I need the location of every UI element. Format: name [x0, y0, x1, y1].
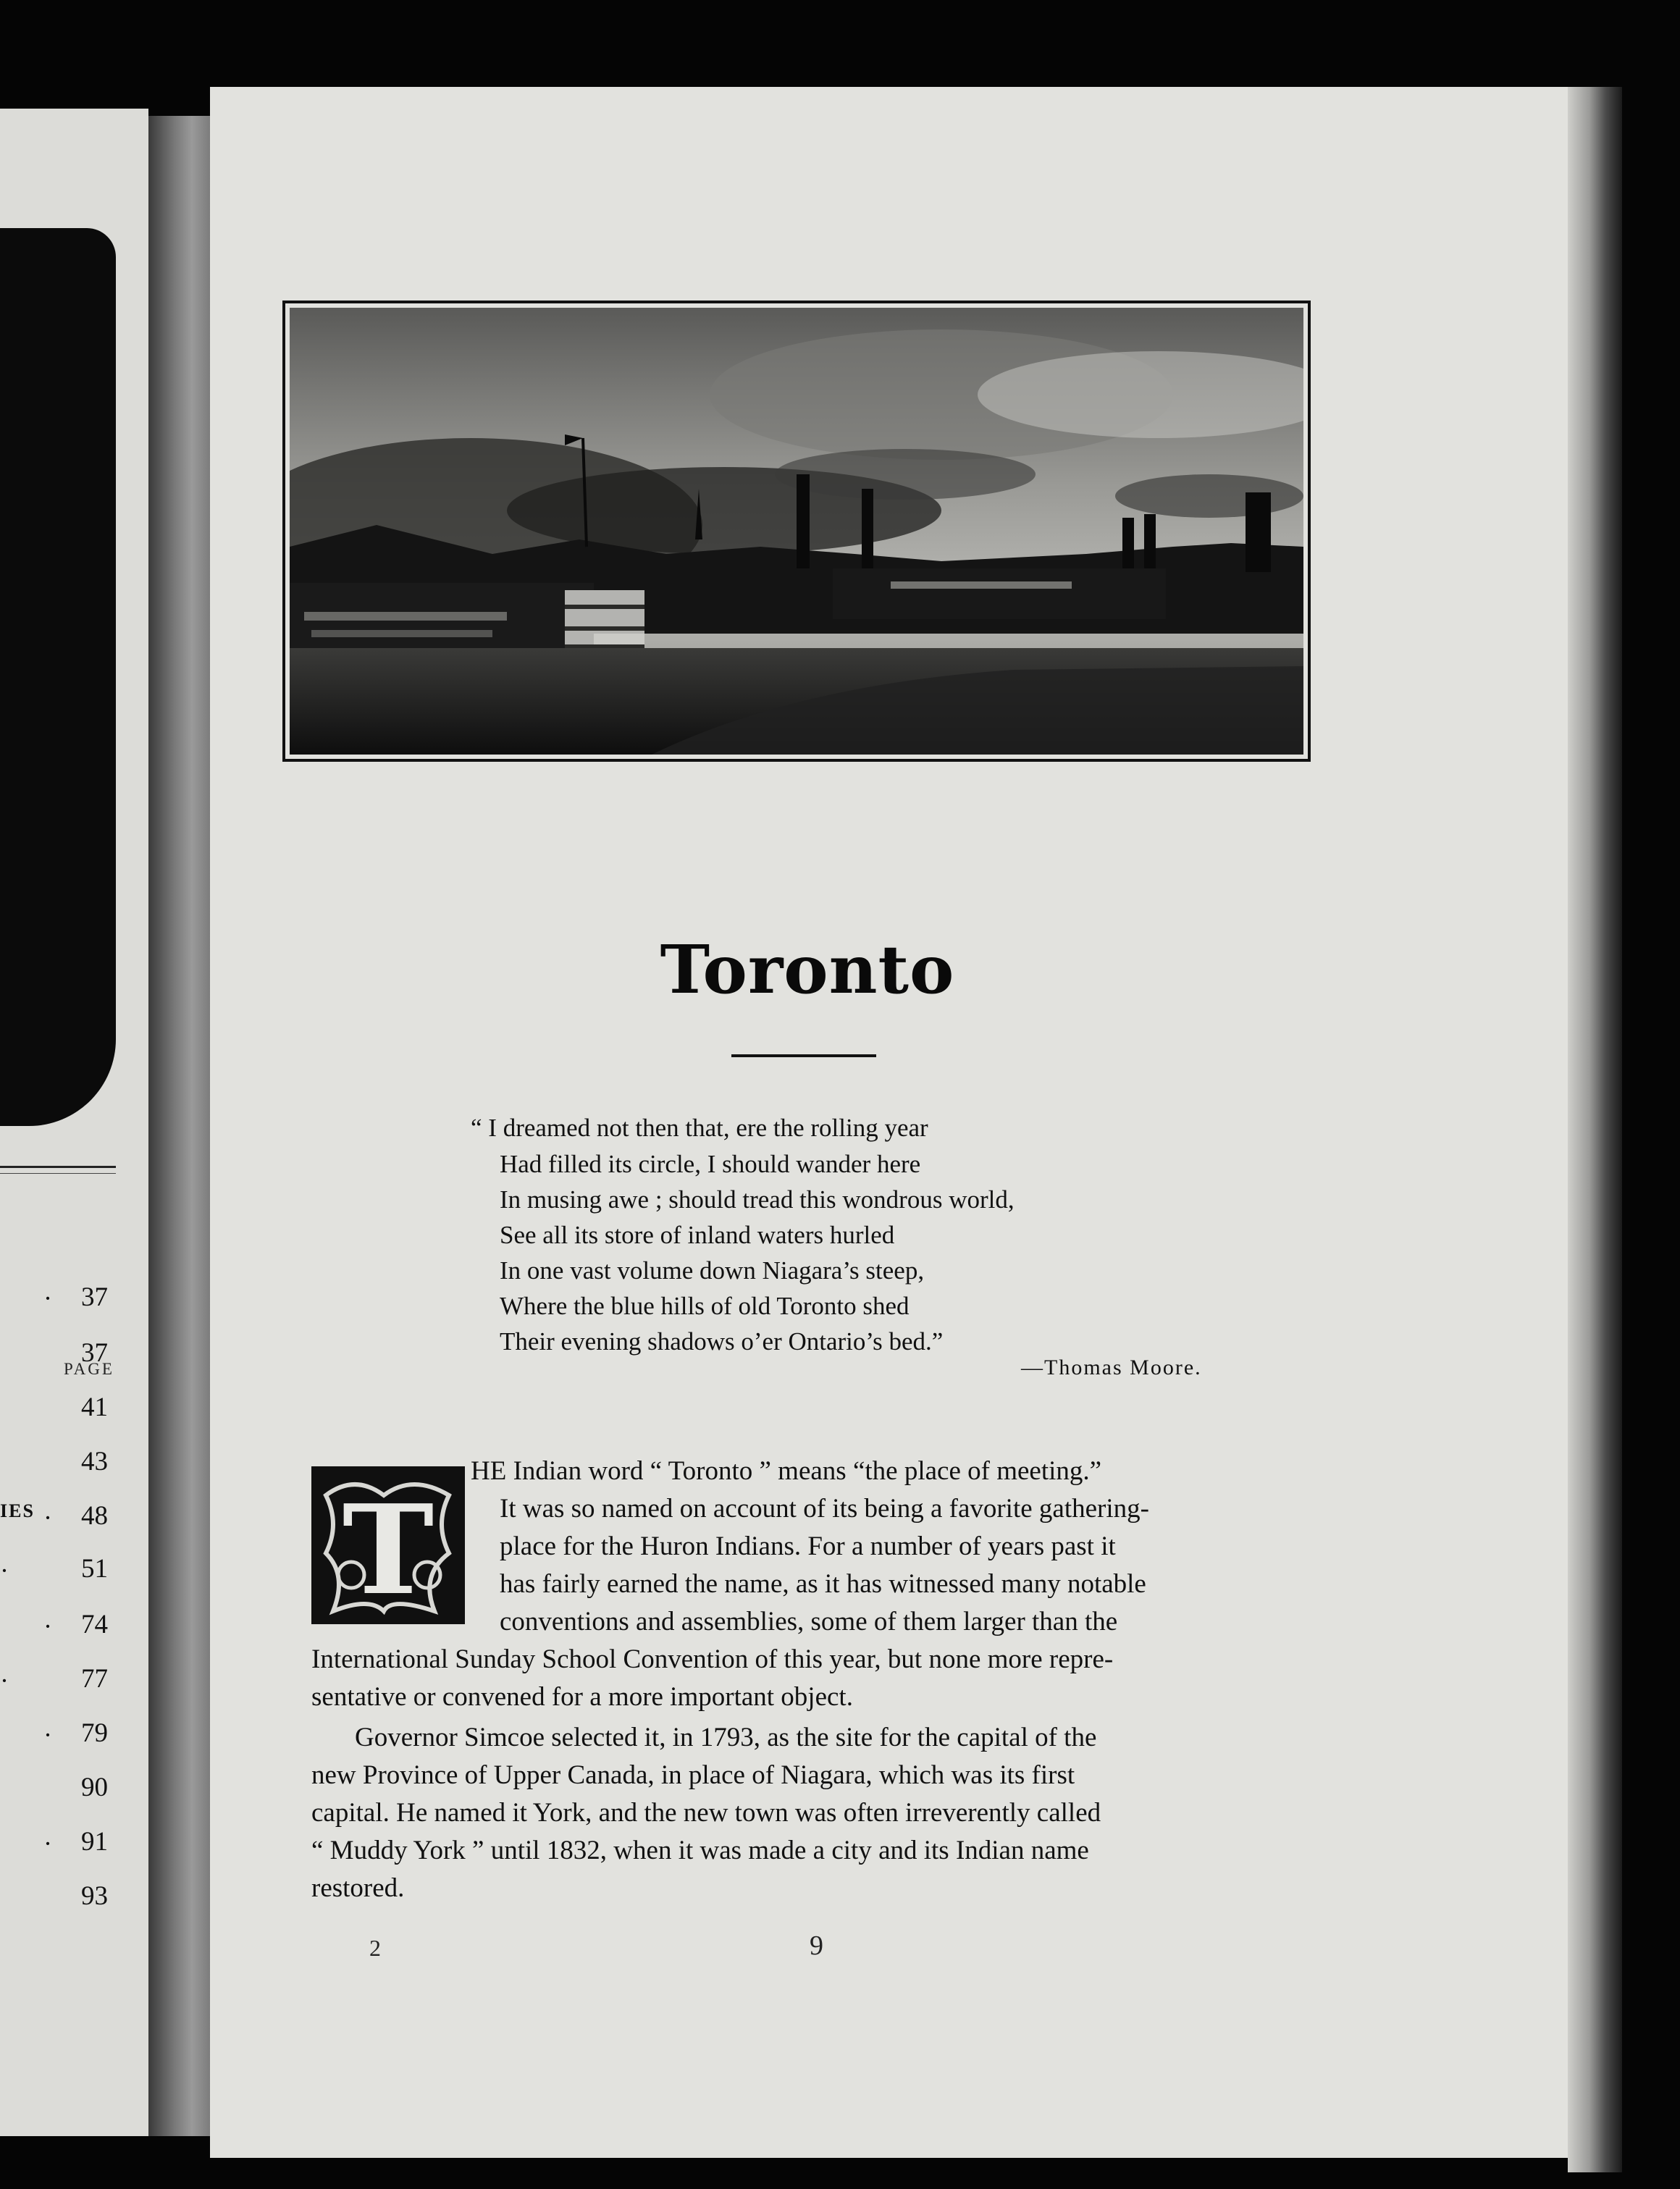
dropcap-letter: T: [342, 1478, 434, 1623]
poem-line: In one vast volume down Niagara’s steep,: [500, 1256, 925, 1285]
poem-line: “ I dreamed not then that, ere the rolling year: [471, 1114, 928, 1142]
page-title: Toronto: [660, 930, 955, 1009]
toc-page-number: 93: [81, 1881, 108, 1911]
body-text-line: has fairly earned the name, as it has witnessed many notable: [500, 1569, 1146, 1599]
toc-entry-fragment: IES: [0, 1500, 35, 1521]
toc-leader-dot: ·: [43, 1612, 52, 1641]
poem-line: Where the blue hills of old Toronto shed: [500, 1292, 910, 1320]
page-edge-shadow: [1568, 87, 1622, 2172]
toc-page-number: 51: [81, 1554, 108, 1584]
title-divider: [731, 1054, 876, 1057]
body-text-line: “ Muddy York ” until 1832, when it was made a city and its Indian name: [311, 1836, 1089, 1865]
body-text-line: new Province of Upper Canada, in place of Niagara, which was its first: [311, 1760, 1075, 1790]
toc-page-number: 48: [81, 1501, 108, 1531]
toc-page-header: PAGE: [64, 1360, 114, 1378]
left-page-number: 2: [369, 1935, 381, 1961]
toc-page-number: 77: [81, 1664, 108, 1694]
toc-page-number: 91: [81, 1827, 108, 1857]
ornamental-dropcap: [311, 1466, 465, 1624]
harbour-photo-image: [290, 308, 1303, 755]
left-page: [0, 109, 148, 2136]
toc-leader-dot: ·: [0, 1666, 9, 1695]
body-text-line: conventions and assemblies, some of them larger than the: [500, 1607, 1118, 1637]
toc-leader-dot: ·: [43, 1284, 52, 1313]
poem-line: Had filled its circle, I should wander here: [500, 1150, 921, 1178]
toc-leader-dot: ·: [43, 1503, 52, 1532]
body-text-line: sentative or convened for a more important object.: [311, 1682, 853, 1712]
toc-page-number: 37: [81, 1282, 108, 1312]
body-text-line: It was so named on account of its being a favorite gathering-: [500, 1494, 1149, 1524]
body-text-line: place for the Huron Indians. For a number of years past it: [500, 1532, 1116, 1561]
toc-leader-dot: ·: [43, 1829, 52, 1858]
left-page-rule: [0, 1166, 116, 1168]
dropcap-ornament: [311, 1466, 465, 1624]
poem-line: Their evening shadows o’er Ontario’s bed.”: [500, 1327, 944, 1356]
poem-line: See all its store of inland waters hurled: [500, 1221, 895, 1249]
body-text-line: HE Indian word “ Toronto ” means “the place of meeting.”: [471, 1456, 1102, 1486]
toc-page-number: 74: [81, 1610, 108, 1639]
toc-page-number: 79: [81, 1718, 108, 1748]
harbour-photograph: [282, 301, 1311, 762]
body-text-line: International Sunday School Convention of this year, but none more repre-: [311, 1644, 1114, 1674]
poem-attribution: —Thomas Moore.: [1021, 1356, 1202, 1379]
left-page-photo: [0, 228, 116, 1126]
toc-leader-dot: ·: [43, 1720, 52, 1749]
body-text-line: Governor Simcoe selected it, in 1793, as the site for the capital of the: [355, 1723, 1097, 1752]
poem-line: In musing awe ; should tread this wondrous world,: [500, 1185, 1015, 1214]
left-page-rule-thin: [0, 1173, 116, 1174]
page-number: 9: [810, 1930, 823, 1961]
toc-page-number: 90: [81, 1773, 108, 1802]
body-text-line: capital. He named it York, and the new town was often irreverently called: [311, 1798, 1101, 1828]
toc-page-number: 41: [81, 1392, 108, 1422]
body-text-line: restored.: [311, 1873, 405, 1903]
toc-page-number: 37: [81, 1338, 108, 1368]
toc-page-number: 43: [81, 1447, 108, 1476]
toc-leader-dot: ·: [0, 1556, 9, 1585]
